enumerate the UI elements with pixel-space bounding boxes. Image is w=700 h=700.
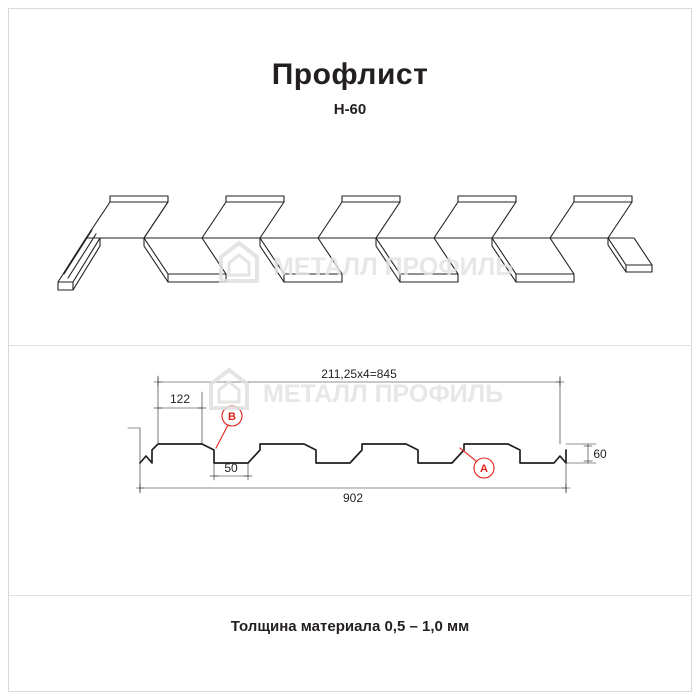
isometric-profile-illustration <box>40 150 660 330</box>
dimension-label-height: 60 <box>593 447 607 461</box>
divider-top <box>8 345 692 346</box>
cross-section-drawing <box>110 368 610 588</box>
page-title: Профлист <box>271 58 429 91</box>
divider-bottom <box>8 595 692 596</box>
callout-a-label: A <box>480 463 488 475</box>
profile-name: Н-60 <box>333 101 367 118</box>
dimension-label-rib-top: 122 <box>169 392 191 406</box>
svg-text:МЕТАЛЛ ПРОФИЛЬ: МЕТАЛЛ ПРОФИЛЬ <box>273 253 514 281</box>
svg-text:МЕТАЛЛ ПРОФИЛЬ: МЕТАЛЛ ПРОФИЛЬ <box>263 380 504 408</box>
dimension-label-overall-width: 902 <box>342 491 364 505</box>
material-thickness-note: Толщина материала 0,5 – 1,0 мм <box>230 618 470 635</box>
dimension-label-pitch: 211,25х4=845 <box>321 368 397 381</box>
callout-b-label: B <box>228 411 236 423</box>
dimension-label-rib-bottom: 50 <box>224 461 238 475</box>
